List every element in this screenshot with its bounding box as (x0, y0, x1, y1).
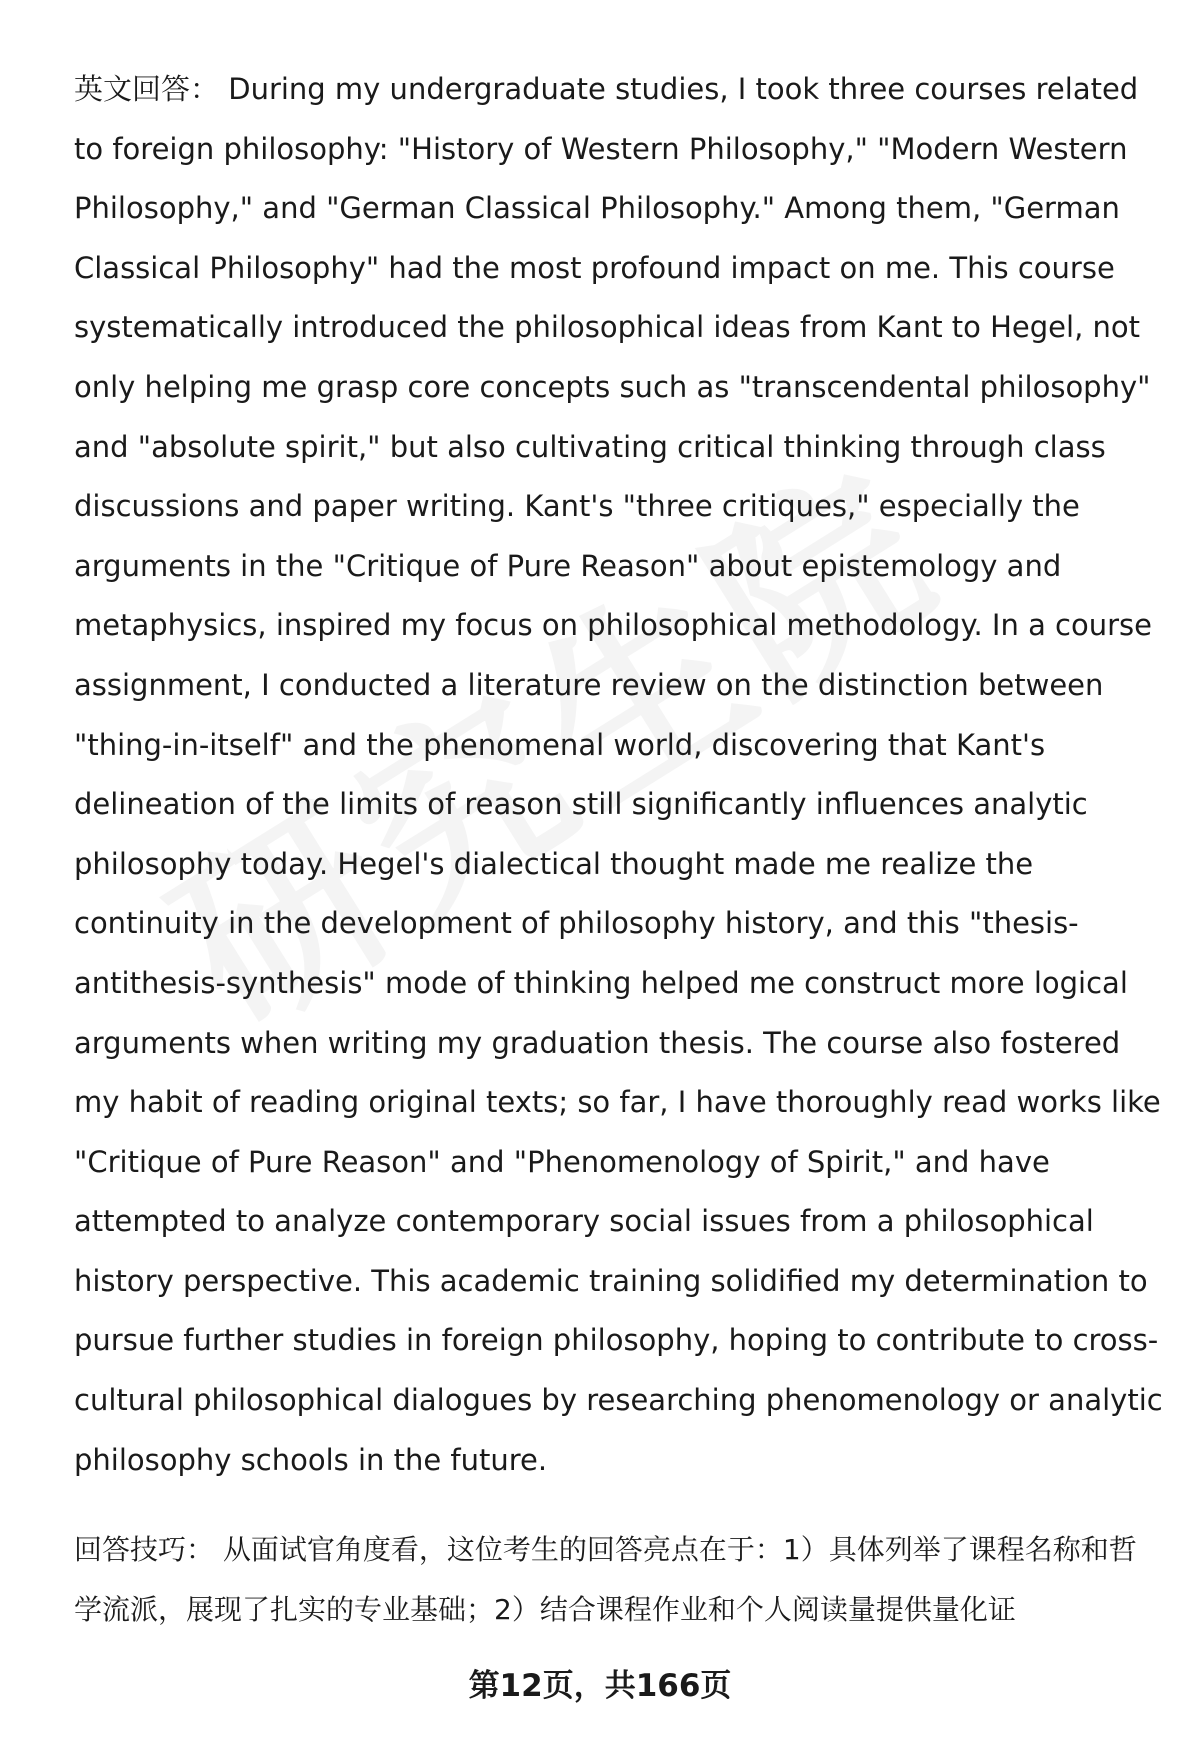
answer-tips-text: 从面试官角度看，这位考生的回答亮点在于：1）具体列举了课程名称和哲学流派，展现了扎实的专业基础；2）结合课程作业和个人阅读量提供量化证 (74, 1533, 1137, 1626)
answer-tips-label: 回答技巧： (74, 1533, 215, 1567)
answer-tips-paragraph (74, 1520, 1164, 1639)
english-answer-text: During my undergraduate studies, I took three courses related to foreign philosophy: "History of Western Philosophy," "Modern Western Philosophy," and "German Classical Philosophy." Among them, "German Classical Philosophy" had the most profound impact on me. This course systematically introduced the philosophical ideas from Kant to Hegel, not only helping me grasp core concepts such as "transcendental philosophy" and "absolute spirit," but also cultivating critical thinking through class discussions and paper writing. Kant's "three critiques," especially the arguments in the "Critique of Pure Reason" about epistemology and metaphysics, inspired my focus on philosophical methodology. In a course assignment, I conducted a literature review on the distinction between "thing-in-itself" and the phenomenal world, discovering that Kant's delineation of the limits of reason still significantly influences analytic philosophy today. Hegel's dialectical thought made me realize the continuity in the development of philosophy history, and this "thesis-antithesis-synthesis" mode of thinking helped me construct more logical arguments when writing my graduation thesis. The course also fostered my habit of reading original texts; so far, I have thoroughly read works like "Critique of Pure Reason" and "Phenomenology of Spirit," and have attempted to analyze contemporary social issues from a philosophical history perspective. This academic training solidified my determination to pursue further studies in foreign philosophy, hoping to contribute to cross-cultural philosophical dialogues by researching phenomenology or analytic philosophy schools in the future. (74, 72, 1163, 1477)
english-answer-paragraph (74, 60, 1164, 1490)
english-answer-label: 英文回答： (74, 72, 220, 106)
document-page (74, 60, 1164, 1639)
page-number-footer: 第12页，共166页 (468, 1668, 732, 1704)
